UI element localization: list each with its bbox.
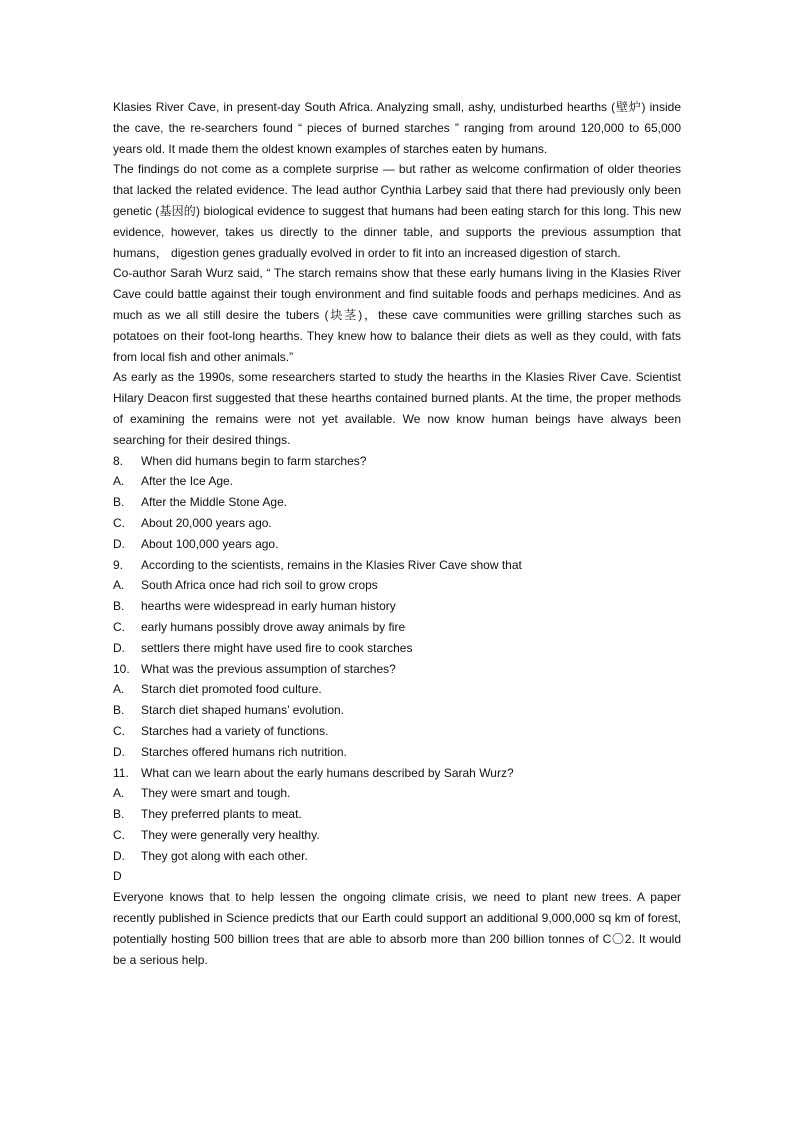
answer-option [113, 617, 681, 638]
option-label: A. [113, 682, 125, 697]
answer-option [113, 471, 681, 492]
question-text: What can we learn about the early humans described by Sarah Wurz? [141, 765, 514, 780]
option-label: B. [113, 807, 125, 822]
option-label: A. [113, 786, 125, 801]
passage-paragraph: The findings do not come as a complete surprise — but rather as welcome confirmation of older theories that lacked the related evidence. The lead author Cynthia Larbey said that there had previously only been genetic (基因的) biological evidence to suggest that humans had been eating starch for this long. This new evidence, however, takes us directly to the dinner table, and supports the previous assumption that humans， digestion genes gradually evolved in order to fit into an increased digestion of starch. [113, 162, 681, 260]
question-text: What was the previous assumption of starches? [141, 661, 396, 676]
option-label: C. [113, 619, 125, 634]
option-text: They were generally very healthy. [141, 827, 320, 842]
answer-option [113, 742, 681, 763]
answer-option [113, 596, 681, 617]
option-text: They were smart and tough. [141, 786, 291, 801]
question-number: 8. [113, 453, 124, 468]
option-text: After the Middle Stone Age. [141, 495, 288, 510]
option-label: C. [113, 515, 125, 530]
option-text: settlers there might have used fire to cook starches [141, 640, 413, 655]
question-text: When did humans begin to farm starches? [141, 453, 367, 468]
answer-option [113, 534, 681, 555]
option-text: They preferred plants to meat. [141, 807, 302, 822]
option-text: They got along with each other. [141, 848, 308, 863]
option-label: C. [113, 827, 125, 842]
question-stem [113, 659, 681, 680]
option-text: After the Ice Age. [141, 474, 234, 489]
questions-list [113, 451, 681, 867]
question-number: 9. [113, 557, 124, 572]
option-text: Starch diet promoted food culture. [141, 682, 322, 697]
option-label: D. [113, 848, 125, 863]
passage-paragraph: As early as the 1990s, some researchers started to study the hearths in the Klasies River Cave. Scientist Hilary Deacon first suggested that these hearths contained burned plants. At the time, the proper methods of examining the remains were not yet available. We now know human beings have always been searching for their desired things. [113, 370, 681, 447]
option-label: D. [113, 536, 125, 551]
question-number: 10. [113, 661, 130, 676]
answer-option [113, 825, 681, 846]
answer-option [113, 638, 681, 659]
option-text: About 100,000 years ago. [141, 536, 279, 551]
option-label: A. [113, 474, 125, 489]
answer-option [113, 721, 681, 742]
question-stem [113, 555, 681, 576]
option-label: B. [113, 495, 125, 510]
answer-option [113, 846, 681, 867]
option-label: D. [113, 640, 125, 655]
option-text: Starch diet shaped humans’ evolution. [141, 703, 345, 718]
answer-option [113, 513, 681, 534]
answer-option [113, 804, 681, 825]
option-text: About 20,000 years ago. [141, 515, 272, 530]
document-page [113, 97, 681, 970]
answer-option [113, 492, 681, 513]
option-label: B. [113, 703, 125, 718]
passage-paragraph: Co-author Sarah Wurz said, “ The starch remains show that these early humans living in the Klasies River Cave could battle against their tough environment and find suitable foods and perhaps medicines. And as much as we all still desire the tubers (块茎)，these cave communities were grilling starches such as potatoes on their foot-long hearths. They knew how to balance their diets as well as they could, with fats from local fish and other animals.” [113, 266, 681, 364]
option-label: C. [113, 723, 125, 738]
passage-paragraph: Klasies River Cave, in present-day South Africa. Analyzing small, ashy, undisturbed hearths (壁炉) inside the cave, the re-searchers found “ pieces of burned starches ” ranging from around 120,000 to 65,000 years old. It made them the oldest known examples of starches eaten by humans. [113, 100, 681, 156]
option-label: B. [113, 599, 125, 614]
question-stem [113, 451, 681, 472]
option-label: A. [113, 578, 125, 593]
option-text: Starches had a variety of functions. [141, 723, 329, 738]
option-text: Starches offered humans rich nutrition. [141, 744, 347, 759]
answer-option [113, 575, 681, 596]
question-text: According to the scientists, remains in the Klasies River Cave show that [141, 557, 522, 572]
answer-option [113, 783, 681, 804]
answer-option [113, 679, 681, 700]
answer-option [113, 700, 681, 721]
option-text: South Africa once had rich soil to grow crops [141, 578, 378, 593]
option-label: D. [113, 744, 125, 759]
section-d-label: D [113, 869, 122, 884]
question-stem [113, 763, 681, 784]
question-number: 11. [113, 765, 129, 780]
option-text: hearths were widespread in early human history [141, 599, 396, 614]
option-text: early humans possibly drove away animals by fire [141, 619, 406, 634]
section-d-paragraph: Everyone knows that to help lessen the ongoing climate crisis, we need to plant new trees. A paper recently published in Science predicts that our Earth could support an additional 9,000,000 sq km of forest, potentially hosting 500 billion trees that are able to absorb more than 200 billion tonnes of C〇2. It would be a serious help. [113, 890, 681, 967]
